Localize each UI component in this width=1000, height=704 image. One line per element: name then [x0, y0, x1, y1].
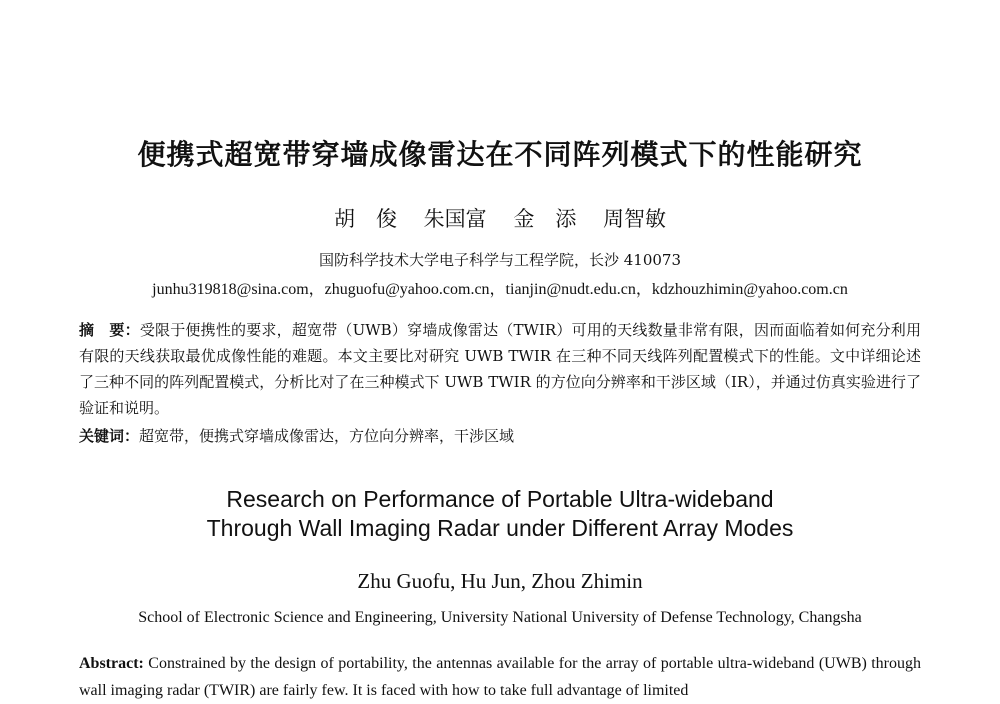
abstract-label: 摘 要：: [79, 321, 140, 339]
chinese-keywords: [79, 424, 921, 448]
author-name: 胡 俊: [333, 207, 397, 231]
english-title: [0, 485, 1000, 543]
english-affiliation: School of Electronic Science and Engineering, University National University of Defense Technology, Changsha: [138, 609, 862, 626]
chinese-abstract: [79, 317, 921, 421]
abstract-label: Abstract:: [79, 655, 144, 672]
keywords-label: 关键词：: [79, 427, 140, 445]
abstract-text: Constrained by the design of portability, the antennas available for the array of portable ultra-wideband (UWB) through wall imaging radar (TWIR) are fairly few. It is faced with how to take full advantage of limited: [79, 655, 921, 699]
english-title-line: Through Wall Imaging Radar under Different Array Modes: [206, 515, 794, 541]
author-name: 金 添: [513, 207, 577, 231]
english-abstract: [79, 650, 921, 704]
chinese-title: 便携式超宽带穿墙成像雷达在不同阵列模式下的性能研究: [137, 138, 863, 171]
keywords-text: 超宽带，便携式穿墙成像雷达，方位向分辨率，干涉区域: [139, 427, 515, 445]
author-name: 周智敏: [603, 207, 667, 231]
abstract-text: 受限于便携性的要求，超宽带（UWB）穿墙成像雷达（TWIR）可用的天线数量非常有限，因而面临着如何充分利用有限的天线获取最优成像性能的难题。本文主要比对研究 UWB TWIR 在三种不同天线阵列配置模式下的性能。文中详细论述了三种不同的阵列配置模式，分析比对了在三种模式下 UWB TWIR 的方位向分辨率和干涉区域（IR），并通过仿真实验进行了验证和说明。: [79, 321, 921, 417]
chinese-authors: [0, 203, 1000, 233]
author-emails: junhu319818@sina.com，zhuguofu@yahoo.com.cn，tianjin@nudt.edu.cn，kdzhouzhimin@yahoo.com.cn: [152, 281, 848, 298]
english-title-line: Research on Performance of Portable Ultra-wideband: [226, 486, 774, 512]
author-name: 朱国富: [423, 207, 487, 231]
english-authors: Zhu Guofu, Hu Jun, Zhou Zhimin: [357, 569, 643, 593]
chinese-affiliation: 国防科学技术大学电子科学与工程学院，长沙 410073: [318, 251, 682, 269]
